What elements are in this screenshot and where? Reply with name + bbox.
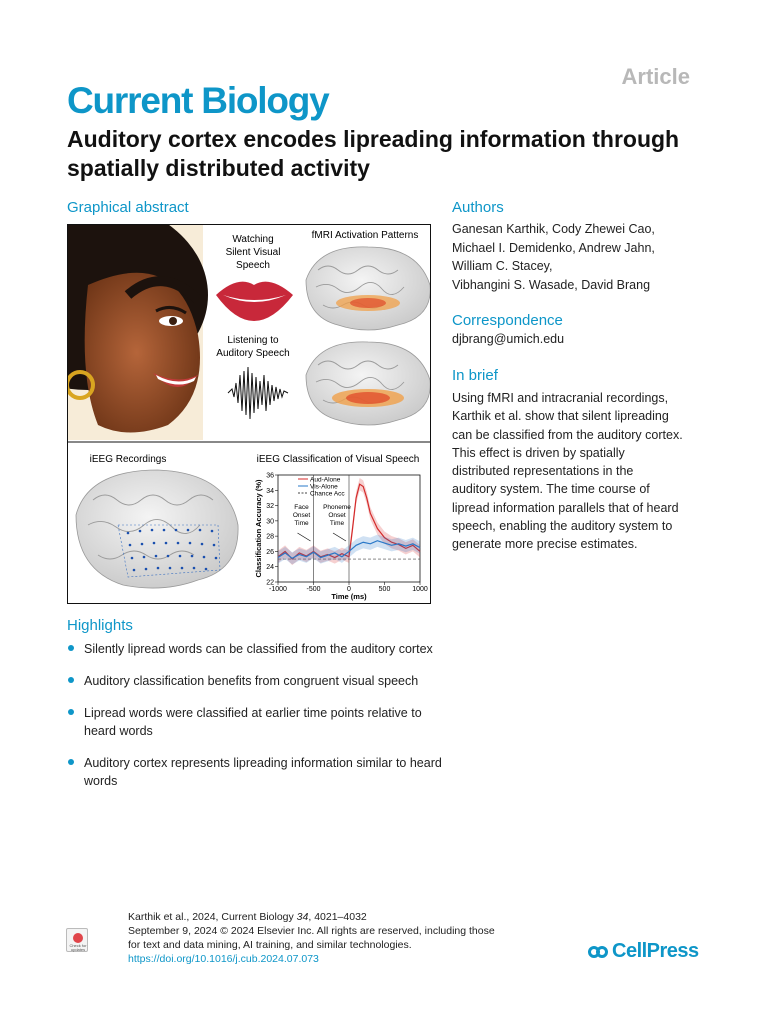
ieeg-classification-label: iEEG Classification of Visual Speech — [256, 454, 420, 465]
check-updates-icon — [73, 933, 83, 943]
in-brief-line: Karthik et al. show that silent lipreading — [452, 409, 669, 424]
onset-annotation: Time — [329, 520, 345, 527]
cellpress-logo[interactable] — [588, 940, 699, 963]
cellpress-icon — [588, 942, 608, 962]
y-tick-label: 32 — [266, 503, 274, 511]
y-tick-label: 36 — [266, 472, 274, 480]
citation-line: September 9, 2024 © 2024 Elsevier Inc. All rights are reserved, including those — [128, 925, 495, 937]
x-tick-label: 1000 — [412, 586, 428, 593]
bullet-icon — [68, 645, 74, 651]
check-updates-text: Check for updates — [69, 943, 87, 952]
check-for-updates-badge[interactable] — [66, 928, 88, 952]
citation-block — [128, 910, 548, 966]
in-brief-line: Using fMRI and intracranial recordings, — [452, 391, 669, 405]
bullet-icon — [68, 759, 74, 765]
y-tick-label: 34 — [266, 487, 274, 495]
portrait-illustration — [68, 225, 208, 440]
author-list — [452, 220, 712, 294]
highlight-item — [67, 754, 447, 790]
fmri-label: fMRI Activation Patterns — [311, 230, 419, 241]
onset-arrow — [333, 533, 346, 541]
ieeg-classification-chart — [254, 473, 428, 602]
correspondence-email[interactable]: djbrang@umich.edu — [452, 332, 565, 346]
fmri-brain-bottom — [306, 342, 430, 425]
onset-annotation: Onset — [292, 512, 311, 519]
in-brief-line: auditory system. The time course of — [452, 482, 650, 497]
onset-annotation: Time — [294, 520, 309, 527]
highlight-text: Lipread words were classified at earlier time points relative to heard words — [84, 706, 422, 738]
x-tick-label: 500 — [378, 586, 391, 593]
legend-label: Aud-Alone — [310, 476, 341, 484]
in-brief-line: generate more precise estimates. — [452, 537, 638, 552]
y-tick-label: 28 — [266, 533, 274, 541]
legend-label: Chance Acc — [310, 490, 345, 498]
highlight-item — [67, 704, 447, 740]
graphical-abstract-heading: Graphical abstract — [67, 199, 189, 216]
journal-title[interactable]: Current Biology — [67, 80, 329, 121]
x-axis-label: Time (ms) — [331, 592, 367, 601]
y-axis-label: Classification Accuracy (%) — [254, 479, 263, 578]
in-brief-line: speech, enabling the auditory system to — [452, 519, 673, 534]
highlight-item — [67, 672, 447, 690]
author-line[interactable]: William C. Stacey, — [452, 259, 553, 273]
onset-annotation: Face — [294, 504, 309, 511]
author-line[interactable]: Michael I. Demidenko, Andrew Jahn, — [452, 240, 655, 255]
in-brief-line: can be classified from the auditory cortex. — [452, 427, 683, 442]
correspondence-heading: Correspondence — [452, 312, 563, 329]
ieeg-recordings-label: iEEG Recordings — [89, 454, 167, 465]
onset-annotation: Onset — [328, 512, 346, 519]
graphical-abstract-figure — [68, 225, 431, 604]
watching-label-line: Speech — [236, 260, 270, 271]
highlights-heading: Highlights — [67, 617, 133, 634]
lips-illustration — [216, 282, 293, 321]
in-brief-heading: In brief — [452, 367, 498, 384]
watching-label-line: Watching — [232, 234, 274, 245]
doi-link[interactable]: https://doi.org/10.1016/j.cub.2024.07.073 — [128, 953, 319, 965]
y-tick-label: 24 — [266, 564, 274, 572]
legend-label: Vis-Alone — [310, 483, 338, 491]
y-tick-label: 26 — [266, 548, 274, 556]
x-tick-label: 0 — [347, 586, 351, 593]
listening-label-line: Auditory Speech — [216, 348, 290, 359]
onset-annotation: Phoneme — [323, 504, 351, 511]
ieeg-brain — [76, 470, 238, 588]
y-tick-label: 30 — [266, 518, 274, 526]
authors-heading: Authors — [452, 199, 504, 216]
cellpress-wordmark: CellPress — [612, 940, 699, 962]
bullet-icon — [68, 709, 74, 715]
highlight-item — [67, 640, 447, 658]
article-type-label: Article — [621, 64, 690, 89]
highlight-text: Silently lipread words can be classified from the auditory cortex — [84, 642, 433, 656]
citation-line: Karthik et al., 2024, Current Biology 34, 4021–4032 — [128, 911, 367, 923]
fmri-brain-top — [306, 247, 430, 330]
highlight-text: Auditory classification benefits from congruent visual speech — [84, 674, 419, 688]
highlights-list — [67, 640, 447, 804]
in-brief-text — [452, 389, 742, 554]
watching-label-line: Silent Visual — [225, 247, 281, 258]
in-brief-line: distributed representations in the — [452, 464, 634, 479]
y-tick-label: 22 — [266, 579, 274, 587]
graphical-abstract — [67, 224, 431, 604]
in-brief-line: lipread information parallels that of heard — [452, 500, 679, 515]
author-line[interactable]: Vibhangini S. Wasade, David Brang — [452, 277, 651, 292]
article-title: Auditory cortex encodes lipreading information through spatially distributed activity — [67, 126, 680, 181]
x-tick-label: -500 — [306, 586, 321, 593]
in-brief-line: This effect is driven by spatially — [452, 445, 625, 460]
highlight-text: Auditory cortex represents lipreading information similar to heard words — [84, 756, 442, 788]
listening-label-line: Listening to — [227, 335, 279, 346]
citation-line: for text and data mining, AI training, and similar technologies. — [128, 939, 412, 951]
author-line[interactable]: Ganesan Karthik, Cody Zhewei Cao, — [452, 222, 655, 236]
x-tick-label: -1000 — [269, 586, 287, 593]
onset-arrow — [298, 533, 311, 541]
audio-waveform — [228, 367, 288, 419]
bullet-icon — [68, 677, 74, 683]
